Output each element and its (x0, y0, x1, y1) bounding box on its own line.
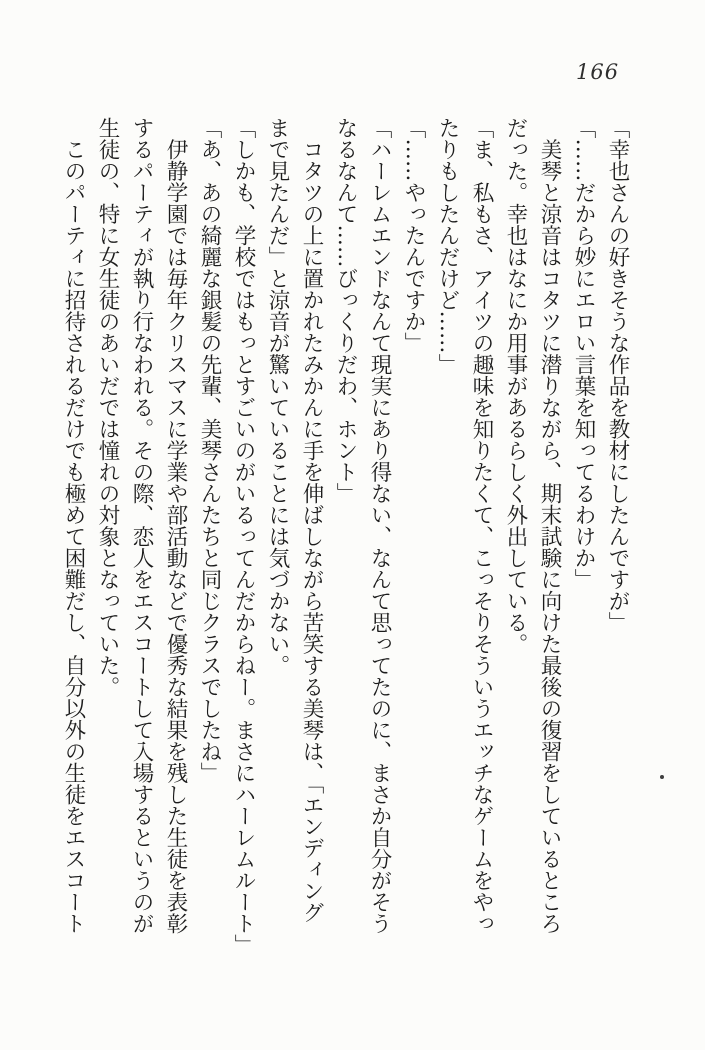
vertical-text-block (56, 117, 634, 957)
text-column-11: まで見たんだ」と涼音が驚いていることには気づかない。 (265, 117, 290, 676)
page-number: 166 (576, 60, 620, 84)
scan-speck (660, 775, 664, 779)
text-column-2: 「……だから妙にエロい言葉を知ってるわけか」 (571, 117, 596, 590)
text-column-12: 「しかも、学校ではもっとすごいのがいるってんだからねー。まさにハーレムルート」 (231, 117, 256, 956)
text-column-16: 生徒の、特に女生徒のあいだでは憧れの対象となっていた。 (95, 117, 120, 698)
text-column-17: このパーティに招待されるだけでも極めて困難だし、自分以外の生徒をエスコート (61, 117, 86, 934)
text-column-14: 伊静学園では毎年クリスマスに学業や部活動などで優秀な結果を残した生徒を表彰 (163, 117, 188, 934)
text-column-4: だった。幸也はなにか用事があるらしく外出している。 (503, 117, 528, 655)
text-column-15: するパーティが執り行なわれる。その際、恋人をエスコートして入場するというのが (129, 117, 154, 934)
text-column-9: なるなんて……びっくりだわ、ホント」 (333, 117, 358, 504)
text-column-1: 「幸也さんの好きそうな作品を教材にしたんですが」 (605, 117, 630, 633)
text-column-10: コタツの上に置かれたみかんに手を伸ばしながら苦笑する美琴は、「エンディング (299, 117, 324, 924)
text-column-3: 美琴と涼音はコタツに潜りながら、期末試験に向けた最後の復習をしているところ (537, 117, 562, 934)
text-column-8: 「ハーレムエンドなんて現実にあり得ない、なんて思ってたのに、まさか自分がそう (367, 117, 392, 934)
text-column-5: 「ま、私もさ、アイツの趣味を知りたくて、こっそりそういうエッチなゲームをやっ (469, 117, 494, 934)
text-column-6: たりもしたんだけど……」 (435, 117, 460, 375)
text-column-7: 「……やったんですか」 (401, 117, 426, 354)
text-column-13: 「あ、あの綺麗な銀髪の先輩、美琴さんたちと同じクラスでしたね」 (197, 117, 222, 784)
